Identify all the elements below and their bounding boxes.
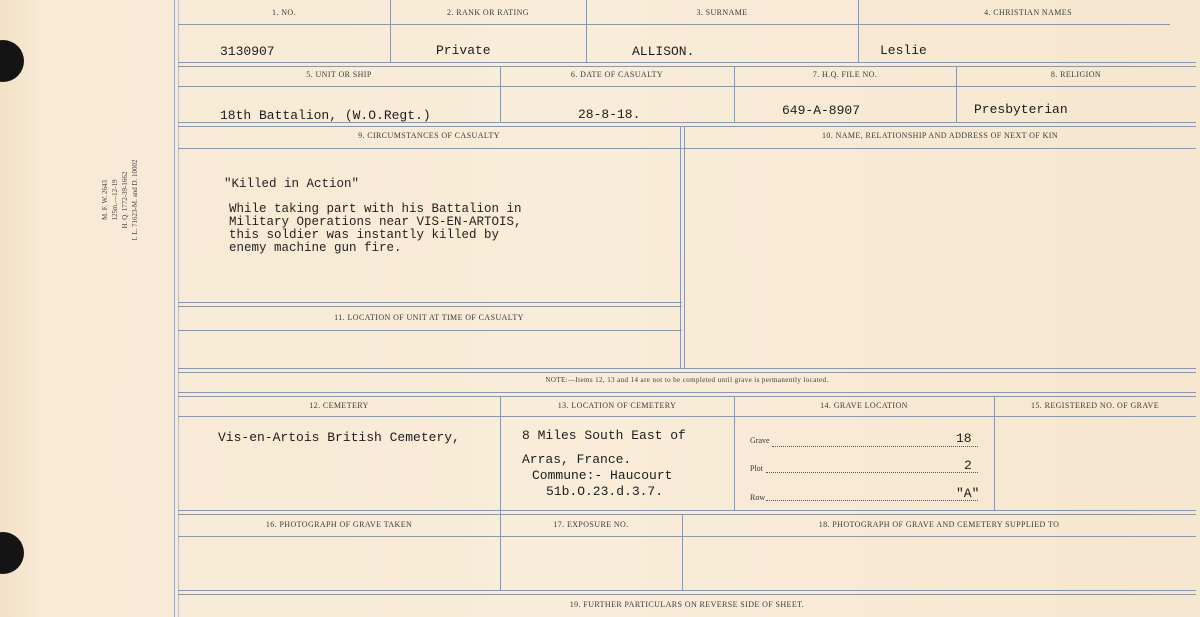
header-unit: 5. UNIT OR SHIP	[306, 70, 372, 79]
side-print-line: H. Q. 1772-39-1662	[121, 171, 129, 229]
rank-value: Private	[436, 43, 491, 58]
cemetery-location-line: 8 Miles South East of	[522, 428, 686, 443]
cemetery-location-line: Arras, France.	[522, 452, 632, 467]
rule	[178, 594, 1196, 595]
header-no: 1. NO.	[272, 8, 296, 17]
margin-rule	[174, 0, 175, 617]
side-print-line: I. L. 71623-M. and D. 10002	[131, 159, 139, 241]
rule	[178, 510, 1196, 511]
rule	[178, 24, 1170, 25]
rule	[178, 86, 1196, 87]
header-surname: 3. SURNAME	[696, 8, 748, 17]
rule	[500, 396, 501, 590]
note-text: NOTE:—Items 12, 13 and 14 are not to be completed until grave is permanently located.	[545, 376, 829, 384]
regimental-number: 3130907	[220, 44, 275, 59]
header-further-particulars: 19. FURTHER PARTICULARS ON REVERSE SIDE OF SHEET.	[569, 600, 805, 609]
rule	[178, 372, 1196, 373]
rule	[178, 330, 682, 331]
header-grave-location: 14. GRAVE LOCATION	[820, 401, 908, 410]
rule	[178, 396, 1196, 397]
rule	[178, 306, 682, 307]
side-print	[100, 130, 140, 270]
religion-value: Presbyterian	[974, 102, 1068, 117]
rule	[178, 590, 1196, 591]
header-photo-taken: 16. PHOTOGRAPH OF GRAVE TAKEN	[265, 520, 413, 529]
rule	[178, 148, 1196, 149]
rule	[994, 396, 995, 510]
dotted-line	[766, 472, 978, 473]
rule	[734, 396, 735, 510]
header-location-unit: 11. LOCATION OF UNIT AT TIME OF CASUALTY	[334, 313, 524, 322]
plot-value: 2	[964, 458, 972, 473]
date-value: 28-8-18.	[578, 107, 641, 122]
header-cemetery: 12. CEMETERY	[309, 401, 369, 410]
rule	[178, 62, 1196, 63]
rule	[178, 302, 682, 303]
header-christian-names: 4. CHRISTIAN NAMES	[984, 8, 1072, 17]
circumstances-title: "Killed in Action"	[224, 177, 360, 191]
plot-label: Plot	[750, 464, 763, 473]
rule	[178, 514, 1196, 515]
header-rank: 2. RANK OR RATING	[447, 8, 529, 17]
rule	[680, 126, 681, 368]
row-label: Row	[750, 493, 766, 502]
dotted-line	[766, 500, 978, 501]
grave-label: Grave	[750, 436, 770, 445]
rule	[178, 126, 1196, 127]
unit-value: 18th Battalion, (W.O.Regt.)	[220, 108, 431, 123]
header-exposure-no: 17. EXPOSURE NO.	[553, 520, 629, 529]
surname-value: ALLISON.	[632, 44, 695, 59]
circumstances-text: While taking part with his Battalion in Military Operations near VIS-EN-ARTOIS, this soldier was instantly killed by enemy machine gun fire.	[229, 202, 522, 255]
grave-value: 18	[956, 431, 972, 446]
header-next-of-kin: 10. NAME, RELATIONSHIP AND ADDRESS OF NEXT OF KIN	[821, 131, 1059, 140]
side-print-line: 125m.—12-19	[111, 179, 119, 221]
christian-names-value: Leslie	[880, 43, 927, 58]
side-print-line: M. F. W. 2643	[101, 180, 109, 220]
punch-hole	[0, 532, 24, 574]
rule	[178, 416, 1196, 417]
header-cemetery-location: 13. LOCATION OF CEMETERY	[557, 401, 677, 410]
cemetery-location-line: Commune:- Haucourt	[532, 468, 673, 483]
punch-hole	[0, 40, 24, 82]
file-no-value: 649-A-8907	[782, 103, 861, 118]
rule	[684, 126, 685, 368]
cemetery-location-line: 51b.O.23.d.3.7.	[546, 484, 664, 499]
rule	[178, 392, 1196, 393]
rule	[178, 368, 1196, 369]
header-file-no: 7. H.Q. FILE NO.	[812, 70, 878, 79]
header-photo-supplied: 18. PHOTOGRAPH OF GRAVE AND CEMETERY SUPPLIED TO	[818, 520, 1060, 529]
cemetery-value: Vis-en-Artois British Cemetery,	[218, 430, 460, 445]
rule	[178, 536, 1196, 537]
header-religion: 8. RELIGION	[1050, 70, 1102, 79]
header-date: 6. DATE OF CASUALTY	[570, 70, 664, 79]
rule	[178, 66, 1196, 67]
dotted-line	[772, 446, 978, 447]
row-value: "A"	[956, 486, 980, 501]
header-registered-no: 15. REGISTERED NO. OF GRAVE	[1031, 401, 1159, 410]
header-circumstances: 9. CIRCUMSTANCES OF CASUALTY	[358, 131, 500, 140]
